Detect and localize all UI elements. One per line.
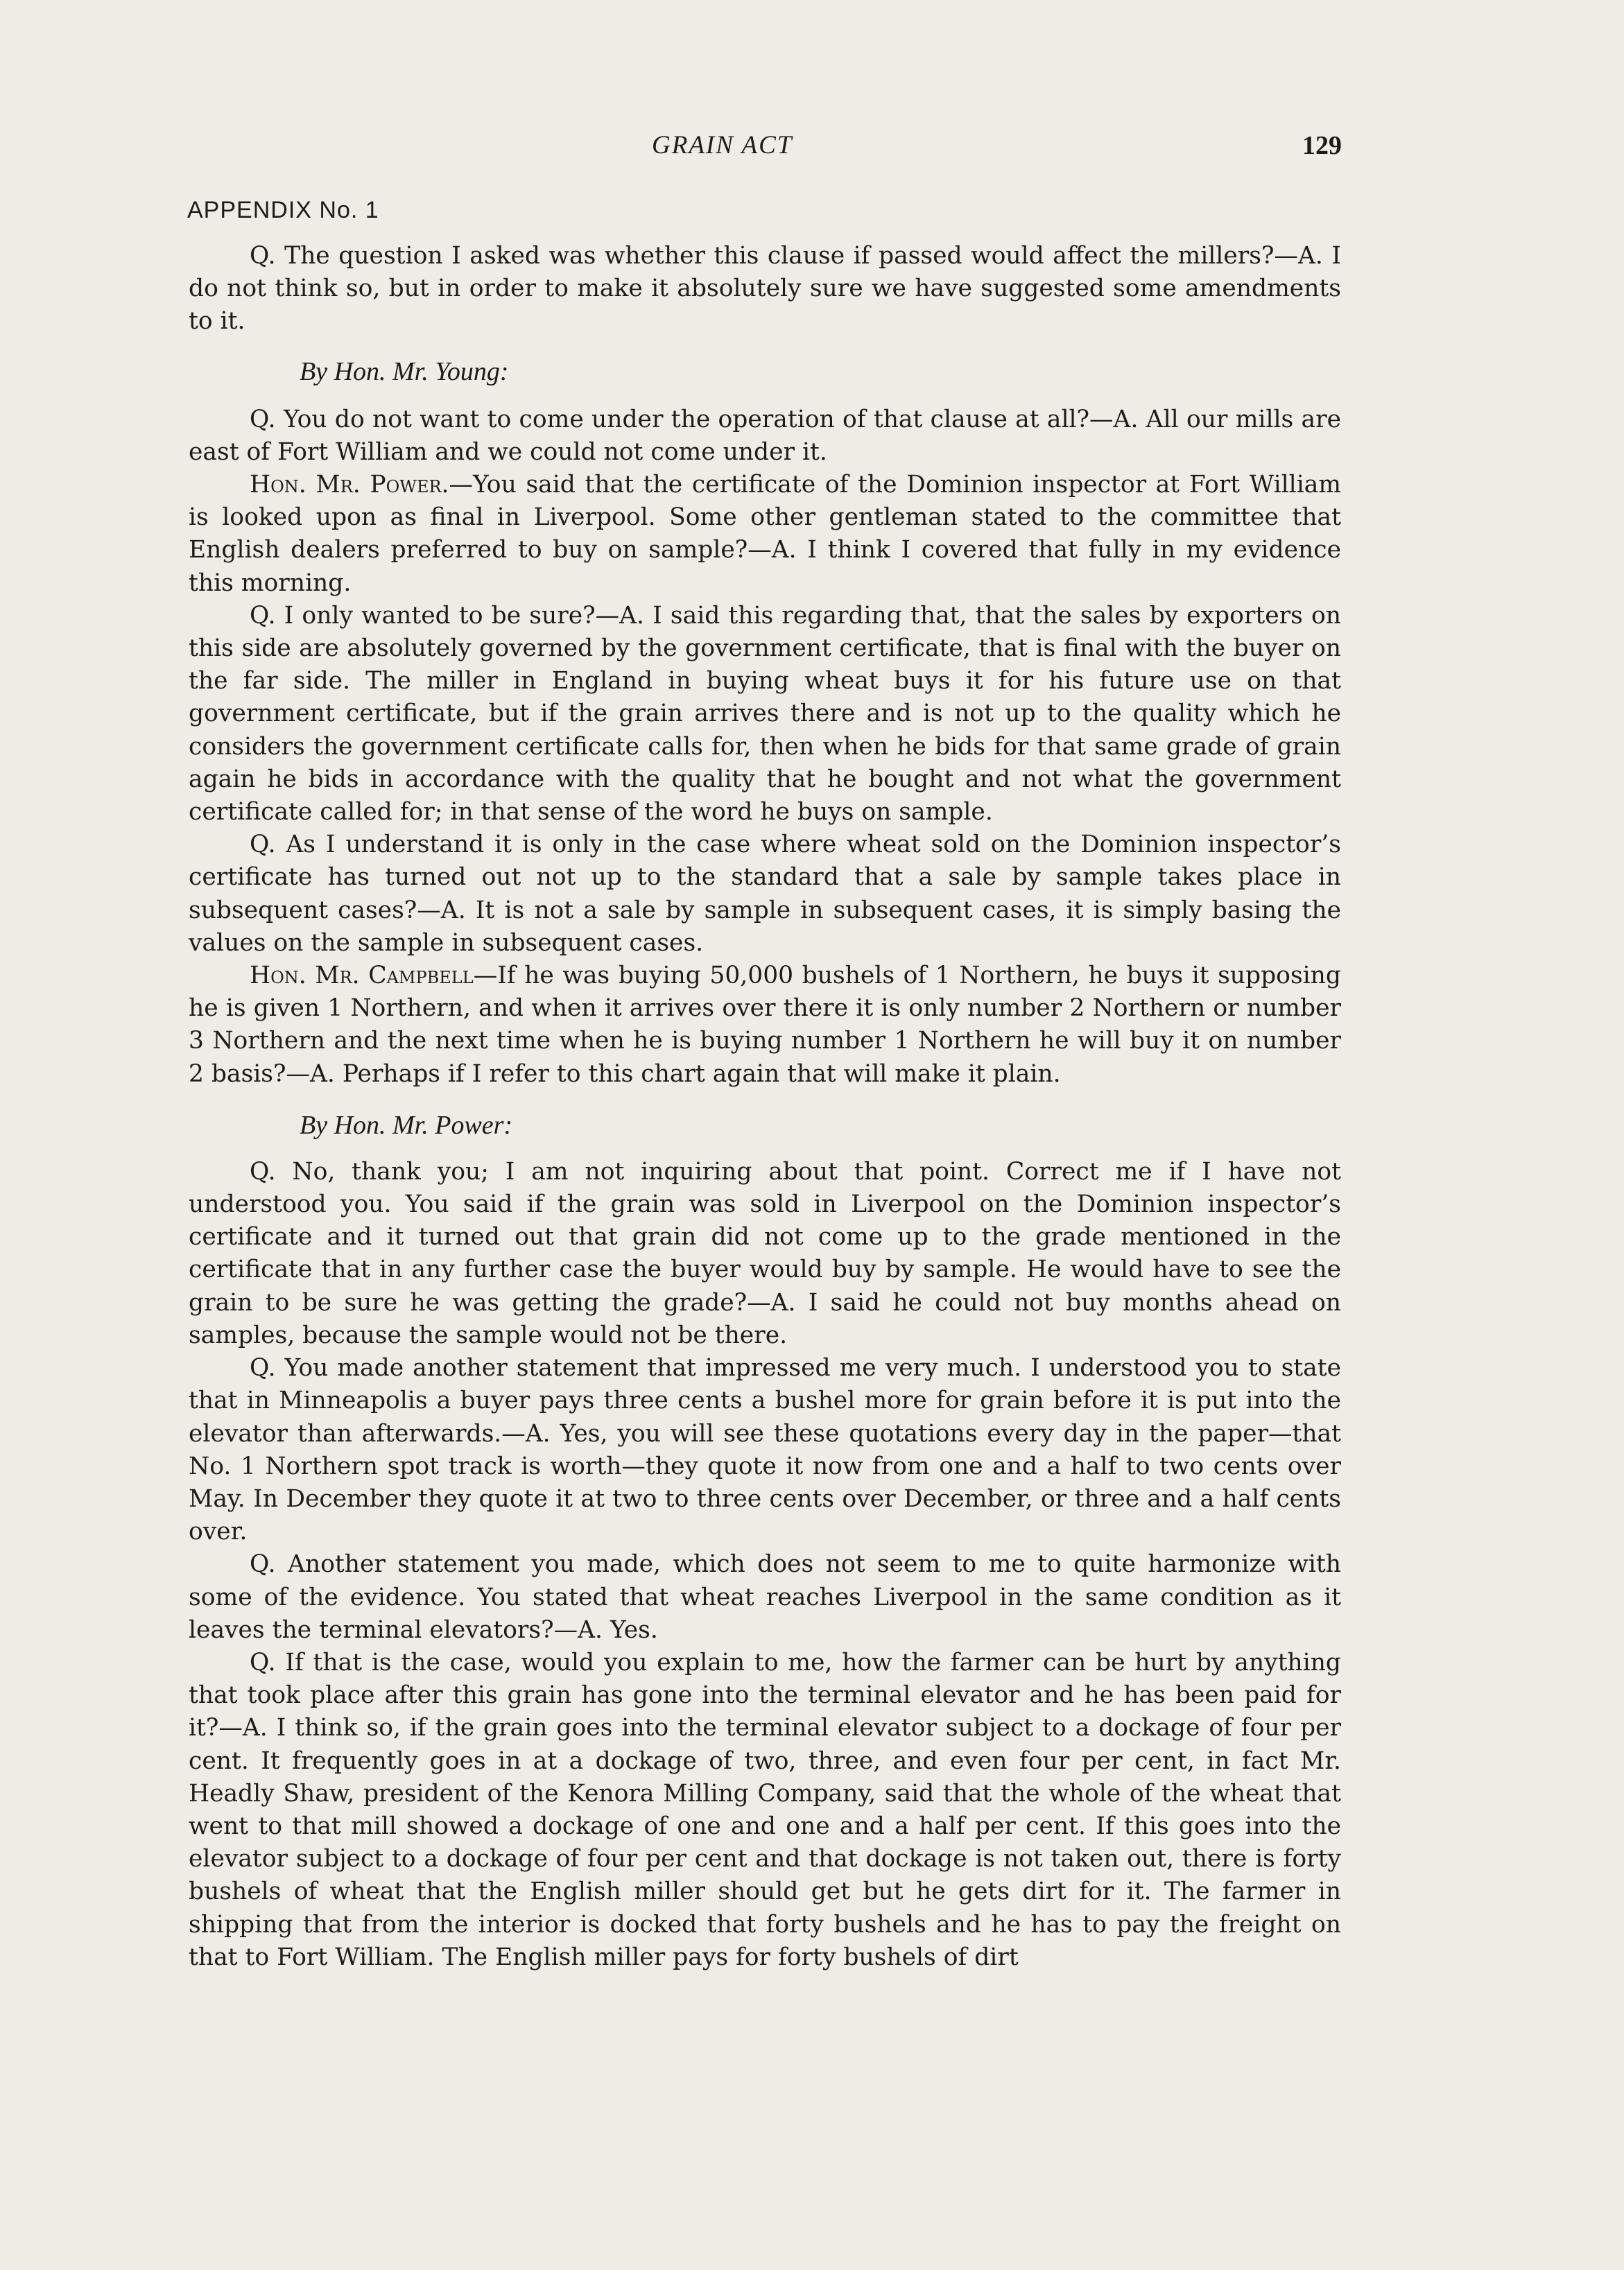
paragraph: Q. The question I asked was whether this clause if passed would affect the millers?—A. I do not think so, but in order to make it absolutely sure we have suggested some amendments to it. — [189, 242, 1341, 336]
running-header — [0, 130, 1624, 172]
running-title: GRAIN ACT — [652, 131, 793, 159]
paragraph: Q. I only wanted to be sure?—A. I said this regarding that, that the sales by exporters on this side are absolutely governed by the government certificate, that is final with the buyer on the far side. The miller in England in buying wheat buys it for his future use on that government certificate, but if the grain arrives there and is not up to the quality which he considers the government certificate calls for, then when he bids for that same grade of grain again he bids in accordance with the quality that he bought and not what the government certificate called for; in that sense of the word he buys on sample. — [189, 601, 1341, 826]
paragraph: Q. If that is the case, would you explain to me, how the farmer can be hurt by anything that took place after this grain has gone into the terminal elevator and he has been paid for it?—A. I think so, if the grain goes into the terminal elevator subject to a dockage of four per cent. It frequently goes in at a dockage of two, three, and even four per cent, in fact Mr. Headly Shaw, president of the Kenora Milling Company, said that the whole of the wheat that went to that mill showed a dockage of one and one and a half per cent. If this goes into the elevator subject to a dockage of four per cent and that dockage is not taken out, there is forty bushels of wheat that the English miller should get but he gets dirt for it. The farmer in shipping that from the interior is docked that forty bushels and he has to pay the freight on that to Fort William. The English miller pays for forty bushels of dirt — [189, 1648, 1341, 1971]
page-number: 129 — [1302, 131, 1342, 160]
paragraph: Q. No, thank you; I am not inquiring about that point. Correct me if I have not understood you. You said if the grain was sold in Liverpool on the Dominion inspector’s certificate and it turned out that grain did not come up to the grade mentioned in the certificate that in any further case the buyer would buy by sample. He would have to see the grain to be sure he was getting the grade?—A. I said he could not buy months ahead on samples, because the sample would not be there. — [189, 1157, 1341, 1349]
paragraph: Q. You made another statement that impressed me very much. I understood you to state that in Minneapolis a buyer pays three cents a bushel more for grain before it is put into the elevator than afterwards.—A. Yes, you will see these quotations every day in the paper—that No. 1 Northern spot track is worth—they quote it now from one and a half to two cents over May. In December they quote it at two to three cents over December, or three and a half cents over. — [189, 1354, 1341, 1546]
page-body — [189, 240, 1341, 1974]
speaker-name: Hon. Mr. Campbell — [250, 962, 474, 990]
speaker-name: Hon. Mr. Power. — [250, 471, 449, 499]
appendix-label: APPENDIX No. 1 — [187, 197, 379, 223]
section-heading: By Hon. Mr. Young: — [300, 356, 509, 386]
paragraph — [189, 469, 1341, 600]
paragraph-text: —You said that the certificate of the Dominion inspector at Fort William is looked upon as final in Liverpool. Some other gentleman stated to the committee that English dealers preferred to buy on sample?—A. I think I covered that fully in my evidence this morning. — [189, 471, 1342, 597]
paragraph — [189, 960, 1341, 1091]
paragraph-text: —If he was buying 50,000 bushels of 1 Northern, he buys it supposing he is given 1 Northern, and when it arrives over there it is only number 2 Northern or number 3 Northern and the next time when he is buying number 1 Northern he will buy it on number 2 basis?—A. Perhaps if I refer to this chart again that will make it plain. — [189, 962, 1341, 1088]
paragraph: Q. You do not want to come under the operation of that clause at all?—A. All our mills are east of Fort William and we could not come under it. — [189, 405, 1341, 466]
section-heading: By Hon. Mr. Power: — [300, 1110, 513, 1140]
paragraph: Q. Another statement you made, which does not seem to me to quite harmonize with some of the evidence. You stated that wheat reaches Liverpool in the same condition as it leaves the terminal elevators?—A. Yes. — [189, 1550, 1341, 1644]
paragraph: Q. As I understand it is only in the case where wheat sold on the Dominion inspector’s certificate has turned out not up to the standard that a sale by sample takes place in subsequent cases?—A. It is not a sale by sample in subsequent cases, it is simply basing the values on the sample in subsequent cases. — [189, 831, 1341, 957]
